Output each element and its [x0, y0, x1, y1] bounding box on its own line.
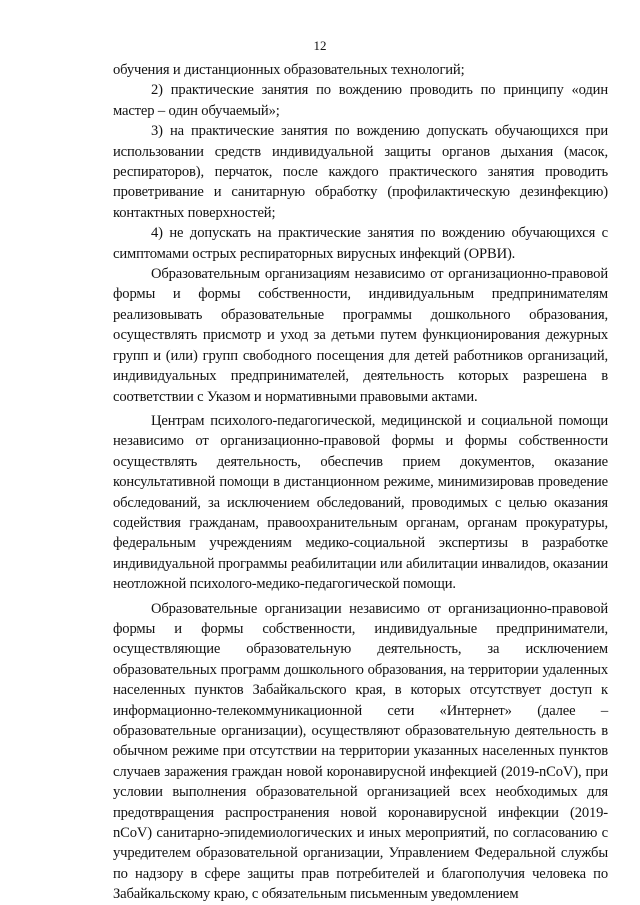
paragraph-item-2: 2) практические занятия по вождению проводить по принципу «один мастер – один обучаемый»; — [113, 82, 608, 119]
paragraph-item-4: 4) не допускать на практические занятия по вождению обучающихся с симптомами острых респираторных вирусных инфекций (ОРВИ). — [113, 225, 608, 262]
paragraph-item-3: 3) на практические занятия по вождению допускать обучающихся при использовании средств индивидуальной защиты органов дыхания (масок, респираторов), перчаток, после каждого практического занятия проводить проветривание и санитарную обработку (профилактическую дезинфекцию) контактных поверхностей; — [113, 123, 608, 221]
document-body — [113, 60, 608, 905]
paragraph-remote-settlements: Образовательные организации независимо от организационно-правовой формы и формы собственности, индивидуальные предприниматели, осуществляющие образовательную деятельность, за исключением образовательных программ дошкольного образования, на территории удаленных населенных пунктов Забайкальского края, в которых отсутствует доступ к информационно-телекоммуникационной сети «Интернет» (далее – образовательные организации), осуществляют образовательную деятельность в обычном режиме при отсутствии на территории указанных населенных пунктов случаев заражения граждан новой коронавирусной инфекцией (2019-nCoV), при условии выполнения образовательной организацией всех необходимых для предотвращения распространения новой коронавирусной инфекции (2019-nCoV) санитарно-эпидемиологических и иных мероприятий, по согласованию с учредителем образовательной организации, Управлением Федеральной службы по надзору в сфере защиты прав потребителей и благополучия человека по Забайкальскому краю, с обязательным письменным уведомлением — [113, 600, 608, 903]
paragraph-continuation: обучения и дистанционных образовательных технологий; — [113, 62, 465, 78]
page-number: 12 — [313, 38, 327, 53]
paragraph-psychological-centers: Центрам психолого-педагогической, медицинской и социальной помощи независимо от организационно-правовой формы и формы собственности осуществлять деятельность, обеспечив прием документов, оказание консультативной помощи в дистанционном режиме, минимизировав проведение обследований, за исключением обследований, проводимых с целью оказания содействия гражданам, правоохранительным органам, органам прокуратуры, федеральным учреждениям медико-социальной экспертизы в разработке индивидуальной программы реабилитации или абилитации инвалидов, оказании неотложной психолого-медико-педагогической помощи. — [113, 412, 608, 593]
paragraph-preschool-organizations: Образовательным организациям независимо от организационно-правовой формы и формы собственности, индивидуальным предпринимателям реализовывать образовательные программы дошкольного образования, осуществлять присмотр и уход за детьми путем функционирования дежурных групп и (или) групп свободного посещения для детей работников организаций, индивидуальных предпринимателей, деятельность которых разрешена в соответствии с Указом и нормативными правовыми актами. — [113, 266, 608, 405]
